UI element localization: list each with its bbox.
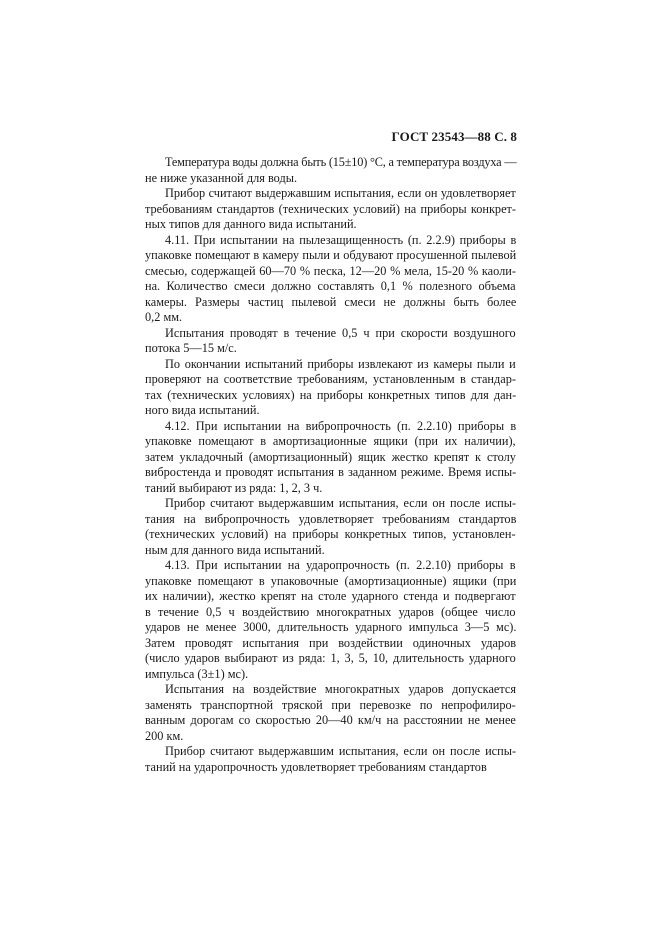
text-line: 4.12. При испытании на вибропрочность (п. 2.2.10) приборы в [165, 418, 517, 433]
text-line: в течение 0,5 ч воздействию многократных ударов (общее число [145, 604, 516, 619]
text-line: Затем проводят испытания при воздействии одиночных ударов [145, 635, 517, 650]
text-line: Прибор считают выдержавшим испытания, если он после испы- [165, 744, 517, 758]
text-line: импульса (3±1) мс). [145, 666, 249, 681]
page-header: ГОСТ 23543—88 С. 8 [391, 129, 517, 144]
text-line: (число ударов выбирают из ряда: 1, 3, 5, 10, длительность ударного [145, 651, 516, 665]
paragraph [145, 558, 516, 682]
paragraph [145, 744, 516, 775]
text-line: потока 5—15 м/с. [145, 341, 237, 355]
text-line: их наличии), жестко крепят на столе ударного стенда и подвергают [145, 589, 516, 603]
text-line: ванным дорогам со скоростью 20—40 км/ч на расстоянии не менее [145, 713, 516, 727]
text-line: По окончании испытаний приборы извлекают из камеры пыли и [165, 356, 516, 371]
body-text [145, 155, 516, 775]
text-line: заменять транспортной тряской при перевозке по непрофилиро- [145, 697, 516, 712]
text-line: ным для данного вида испытаний. [145, 542, 325, 557]
paragraph [145, 357, 516, 419]
text-line: тания на вибропрочность удовлетворяет требованиям стандартов [145, 511, 517, 526]
text-line: Температура воды должна быть (15±10) °С, а температура воздуха — [165, 155, 517, 169]
text-line: требованиям стандартов (технических условий) на приборы конкрет- [145, 201, 517, 216]
paragraph [145, 496, 516, 558]
text-line: 0,2 мм. [145, 310, 183, 324]
text-line: ударов не менее 3000, длительность ударного импульса 3—5 мс). [145, 620, 517, 634]
text-line: Прибор считают выдержавшим испытания, если он удовлетворяет [165, 186, 516, 200]
paragraph [145, 233, 516, 326]
text-line: 200 км. [145, 728, 184, 743]
text-line: на. Количество смеси должно составлять 0,1 % полезного объема [145, 279, 516, 293]
paragraph [145, 682, 516, 744]
text-line: камеры. Размеры частиц пылевой смеси не должны быть более [145, 294, 517, 309]
text-line: проверяют на соответствие требованиям, установленным в стандар- [145, 372, 516, 386]
text-line: упаковке помещают в упаковочные (амортизационные) ящики (при [145, 573, 517, 588]
text-line: Испытания на воздействие многократных ударов допускается [165, 682, 517, 696]
paragraph [145, 326, 516, 357]
paragraph [145, 155, 516, 186]
text-line: не ниже указанной для воды. [145, 170, 298, 185]
text-line: (технических условий) на приборы конкретных типов, установлен- [145, 527, 516, 541]
text-line: ных типов для данного вида испытаний. [145, 217, 357, 231]
text-line: таний выбирают из ряда: 1, 2, 3 ч. [145, 480, 323, 495]
paragraph [145, 186, 516, 233]
text-line: затем укладочный (амортизационный) ящик жестко крепят к столу [145, 449, 516, 464]
paragraph [145, 419, 516, 497]
text-line: Прибор считают выдержавшим испытания, если он после испы- [165, 496, 517, 510]
text-line: тах (технических условиях) на приборы конкретных типов для дан- [145, 387, 517, 402]
text-line: таний на ударопрочность удовлетворяет требованиям стандартов [145, 759, 487, 774]
text-line: смесью, содержащей 60—70 % песка, 12—20 % мела, 15-20 % каоли- [145, 263, 516, 278]
text-line: упаковке помещают в камеру пыли и обдувают просушенной пылевой [145, 248, 517, 262]
text-line: 4.11. При испытании на пылезащищенность (п. 2.2.9) приборы в [165, 232, 517, 247]
text-line: вибростенда и проводят испытания в заданном режиме. Время испы- [145, 465, 517, 479]
text-line: Испытания проводят в течение 0,5 ч при скорости воздушного [165, 325, 516, 340]
text-line: упаковке помещают в амортизационные ящики (при их наличии), [145, 434, 516, 448]
text-line: ного вида испытаний. [145, 403, 260, 417]
text-line: 4.13. При испытании на ударопрочность (п. 2.2.10) приборы в [165, 558, 516, 572]
